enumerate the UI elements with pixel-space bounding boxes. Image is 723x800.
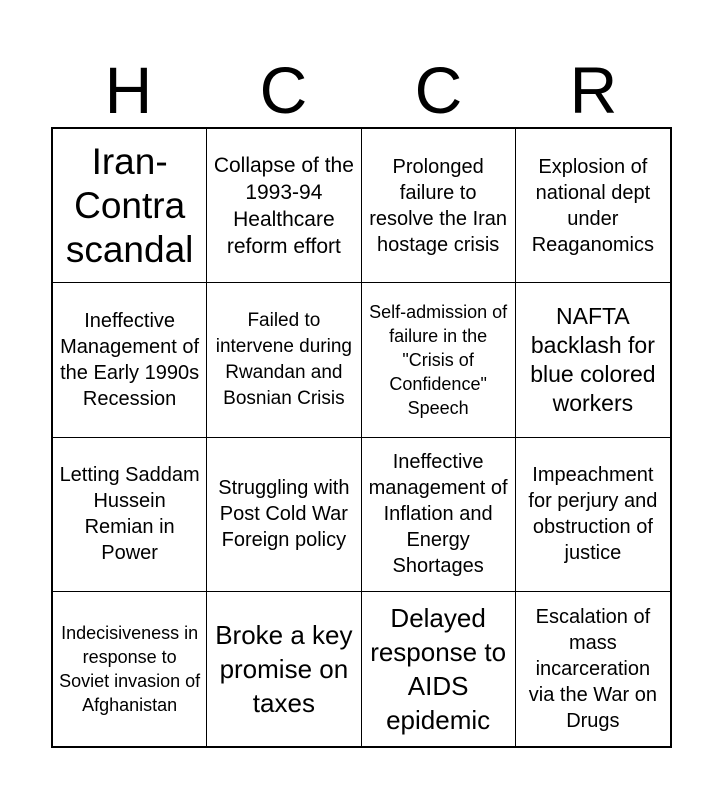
bingo-cell-text: Ineffective management of Inflation and Energy Shortages [368,451,508,578]
bingo-cell-r4-c2[interactable] [207,592,361,746]
bingo-cell-text: Self-admission of failure in the "Crisis of Confidence" Speech [369,301,508,418]
bingo-cell-text: NAFTA backlash for blue colored workers [530,302,656,416]
bingo-cell-r1-c3[interactable] [362,129,516,283]
bingo-cell-text: Impeachment for perjury and obstruction of justice [528,464,658,565]
bingo-cell-r4-c1[interactable] [53,592,207,746]
header-letter-c-1: C [259,53,308,127]
bingo-board [51,127,672,748]
bingo-cell-text: Failed to intervene during Rwandan and Bosnian Crisis [215,309,352,409]
bingo-cell-text: Broke a key promise on taxes [215,619,353,718]
bingo-header [51,52,671,128]
bingo-cell-r3-c1[interactable] [53,438,207,592]
bingo-cell-r2-c1[interactable] [53,283,207,437]
bingo-cell-r4-c4[interactable] [516,592,670,746]
bingo-cell-r3-c2[interactable] [207,438,361,592]
bingo-cell-text: Prolonged failure to resolve the Iran hostage crisis [369,155,508,256]
header-letter-c-2: C [414,53,463,127]
bingo-cell-r3-c4[interactable] [516,438,670,592]
header-letter-r: R [569,53,618,127]
bingo-cell-text: Iran-Contra scandal [65,140,194,270]
bingo-cell-r2-c3[interactable] [362,283,516,437]
bingo-cell-text: Struggling with Post Cold War Foreign policy [218,477,350,552]
bingo-cell-r1-c4[interactable] [516,129,670,283]
bingo-cell-text: Ineffective Management of the Early 1990s Recession [60,309,200,410]
bingo-cell-r1-c1[interactable] [53,129,207,283]
bingo-cell-r2-c4[interactable] [516,283,670,437]
header-letter-h: H [104,53,153,127]
bingo-cell-text: Escalation of mass incarceration via the War on Drugs [528,605,657,732]
bingo-cell-text: Indecisiveness in response to Soviet invasion of Afghanistan [59,622,201,715]
bingo-cell-r3-c3[interactable] [362,438,516,592]
bingo-cell-r4-c3[interactable] [362,592,516,746]
bingo-cell-r1-c2[interactable] [207,129,361,283]
bingo-cell-text: Explosion of national dept under Reaganomics [531,155,655,256]
bingo-cell-text: Letting Saddam Hussein Remian in Power [59,464,200,565]
bingo-cell-r2-c2[interactable] [207,283,361,437]
bingo-cell-text: Collapse of the 1993-94 Healthcare reform effort [213,153,354,258]
bingo-cell-text: Delayed response to AIDS epidemic [370,602,507,735]
